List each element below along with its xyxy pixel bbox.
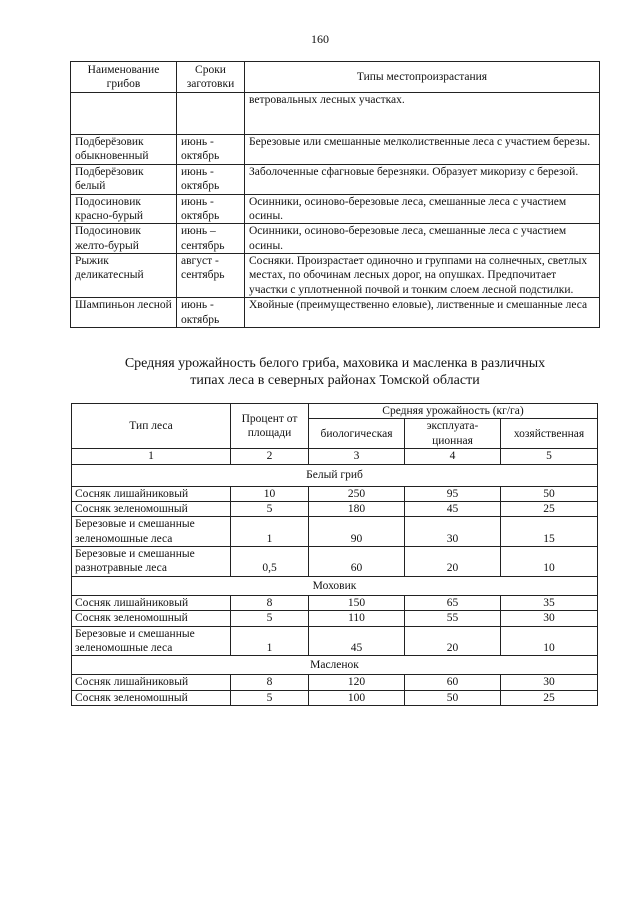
biological-yield-cell: 90 — [309, 517, 405, 547]
section-title: Моховик — [72, 576, 598, 595]
forest-type-cell: Сосняк лишайниковый — [72, 486, 231, 501]
header-operational: эксплуата-ционная — [405, 419, 501, 449]
col-number: 5 — [501, 449, 598, 464]
percent-area-cell: 8 — [231, 675, 309, 690]
economic-yield-cell: 25 — [501, 690, 598, 705]
harvest-period-cell: июнь – сентябрь — [177, 224, 245, 254]
col-number: 4 — [405, 449, 501, 464]
table-header-row — [71, 62, 600, 93]
title-line-2: типах леса в северных районах Томской области — [190, 373, 480, 388]
biological-yield-cell: 120 — [309, 675, 405, 690]
harvest-period-cell: август - сентябрь — [177, 254, 245, 298]
percent-area-cell: 1 — [231, 626, 309, 656]
table-row — [72, 675, 598, 690]
biological-yield-cell: 45 — [309, 626, 405, 656]
percent-area-cell: 0,5 — [231, 547, 309, 577]
col-number: 1 — [72, 449, 231, 464]
habitat-cell: Сосняки. Произрастает одиночно и группами на солнечных, светлых местах, по обочинам лесных дорог, на опушках. Предпочитает участки с уплотненной почвой и тонким слоем лесной подстилки. — [245, 254, 600, 298]
operational-yield-cell: 45 — [405, 501, 501, 516]
habitat-cell: Заболоченные сфагновые березняки. Образует микоризу с березой. — [245, 164, 600, 194]
habitat-cell: Осинники, осиново-березовые леса, смешанные леса с участием осины. — [245, 194, 600, 224]
table-row — [72, 611, 598, 626]
forest-type-cell: Сосняк зеленомошный — [72, 611, 231, 626]
table-row — [72, 547, 598, 577]
operational-yield-cell: 20 — [405, 626, 501, 656]
habitat-cell: ветровальных лесных участках. — [245, 93, 600, 135]
table-row — [72, 595, 598, 610]
economic-yield-cell: 35 — [501, 595, 598, 610]
table-row — [71, 164, 600, 194]
table-row — [71, 298, 600, 328]
biological-yield-cell: 150 — [309, 595, 405, 610]
column-number-row — [72, 449, 598, 464]
table-row — [72, 626, 598, 656]
header-biological: биологическая — [309, 419, 405, 449]
forest-type-cell: Березовые и смешанные зеленомошные леса — [72, 517, 231, 547]
mushroom-name-cell: Подосиновик красно-бурый — [71, 194, 177, 224]
col-number: 3 — [309, 449, 405, 464]
table-row — [72, 690, 598, 705]
mushroom-habitat-table — [70, 61, 600, 328]
table-row — [71, 93, 600, 135]
operational-yield-cell: 60 — [405, 675, 501, 690]
mushroom-name-cell: Шампиньон лесной — [71, 298, 177, 328]
table-row — [71, 224, 600, 254]
header-habitat: Типы местопроизрастания — [245, 62, 600, 93]
biological-yield-cell: 100 — [309, 690, 405, 705]
harvest-period-cell: июнь - октябрь — [177, 298, 245, 328]
operational-yield-cell: 50 — [405, 690, 501, 705]
forest-type-cell: Сосняк зеленомошный — [72, 690, 231, 705]
forest-type-cell: Березовые и смешанные зеленомошные леса — [72, 626, 231, 656]
economic-yield-cell: 10 — [501, 547, 598, 577]
section-title: Масленок — [72, 656, 598, 675]
mushroom-name-cell: Подберёзовик белый — [71, 164, 177, 194]
harvest-period-cell: июнь - октябрь — [177, 135, 245, 165]
header-percent-area: Процент от площади — [231, 404, 309, 449]
biological-yield-cell: 110 — [309, 611, 405, 626]
operational-yield-cell: 30 — [405, 517, 501, 547]
economic-yield-cell: 10 — [501, 626, 598, 656]
percent-area-cell: 5 — [231, 611, 309, 626]
harvest-period-cell: июнь - октябрь — [177, 194, 245, 224]
percent-area-cell: 10 — [231, 486, 309, 501]
mushroom-name-cell: Подберёзовик обыкновенный — [71, 135, 177, 165]
operational-yield-cell: 20 — [405, 547, 501, 577]
yield-table — [71, 403, 598, 706]
habitat-cell: Хвойные (преимущественно еловые), лиственные и смешанные леса — [245, 298, 600, 328]
habitat-cell: Березовые или смешанные мелколиственные леса с участием березы. — [245, 135, 600, 165]
economic-yield-cell: 50 — [501, 486, 598, 501]
forest-type-cell: Сосняк лишайниковый — [72, 595, 231, 610]
header-forest-type: Тип леса — [72, 404, 231, 449]
economic-yield-cell: 30 — [501, 611, 598, 626]
table-row — [71, 254, 600, 298]
header-harvest-period: Сроки заготовки — [177, 62, 245, 93]
page-number: 160 — [311, 32, 329, 46]
section-row — [72, 576, 598, 595]
biological-yield-cell: 180 — [309, 501, 405, 516]
section-title: Белый гриб — [72, 464, 598, 486]
col-number: 2 — [231, 449, 309, 464]
habitat-cell: Осинники, осиново-березовые леса, смешанные леса с участием осины. — [245, 224, 600, 254]
operational-yield-cell: 55 — [405, 611, 501, 626]
title-line-1: Средняя урожайность белого гриба, маховика и масленка в различных — [124, 356, 546, 371]
percent-area-cell: 1 — [231, 517, 309, 547]
section-row — [72, 656, 598, 675]
table-row — [72, 486, 598, 501]
header-economic: хозяйственная — [501, 419, 598, 449]
economic-yield-cell: 30 — [501, 675, 598, 690]
yield-table-title — [70, 355, 600, 389]
header-mushroom-name: Наименование грибов — [71, 62, 177, 93]
economic-yield-cell: 15 — [501, 517, 598, 547]
table-row — [72, 501, 598, 516]
operational-yield-cell: 95 — [405, 486, 501, 501]
mushroom-name-cell: Рыжик деликатесный — [71, 254, 177, 298]
mushroom-name-cell — [71, 93, 177, 135]
biological-yield-cell: 250 — [309, 486, 405, 501]
percent-area-cell: 5 — [231, 690, 309, 705]
table-row — [71, 135, 600, 165]
forest-type-cell: Сосняк зеленомошный — [72, 501, 231, 516]
harvest-period-cell — [177, 93, 245, 135]
operational-yield-cell: 65 — [405, 595, 501, 610]
section-row — [72, 464, 598, 486]
harvest-period-cell: июнь - октябрь — [177, 164, 245, 194]
percent-area-cell: 8 — [231, 595, 309, 610]
table-row — [72, 517, 598, 547]
table-row — [71, 194, 600, 224]
economic-yield-cell: 25 — [501, 501, 598, 516]
forest-type-cell: Сосняк лишайниковый — [72, 675, 231, 690]
percent-area-cell: 5 — [231, 501, 309, 516]
biological-yield-cell: 60 — [309, 547, 405, 577]
forest-type-cell: Березовые и смешанные разнотравные леса — [72, 547, 231, 577]
table-header-row — [72, 404, 598, 419]
mushroom-name-cell: Подосиновик желто-бурый — [71, 224, 177, 254]
header-average-yield: Средняя урожайность (кг/га) — [309, 404, 598, 419]
